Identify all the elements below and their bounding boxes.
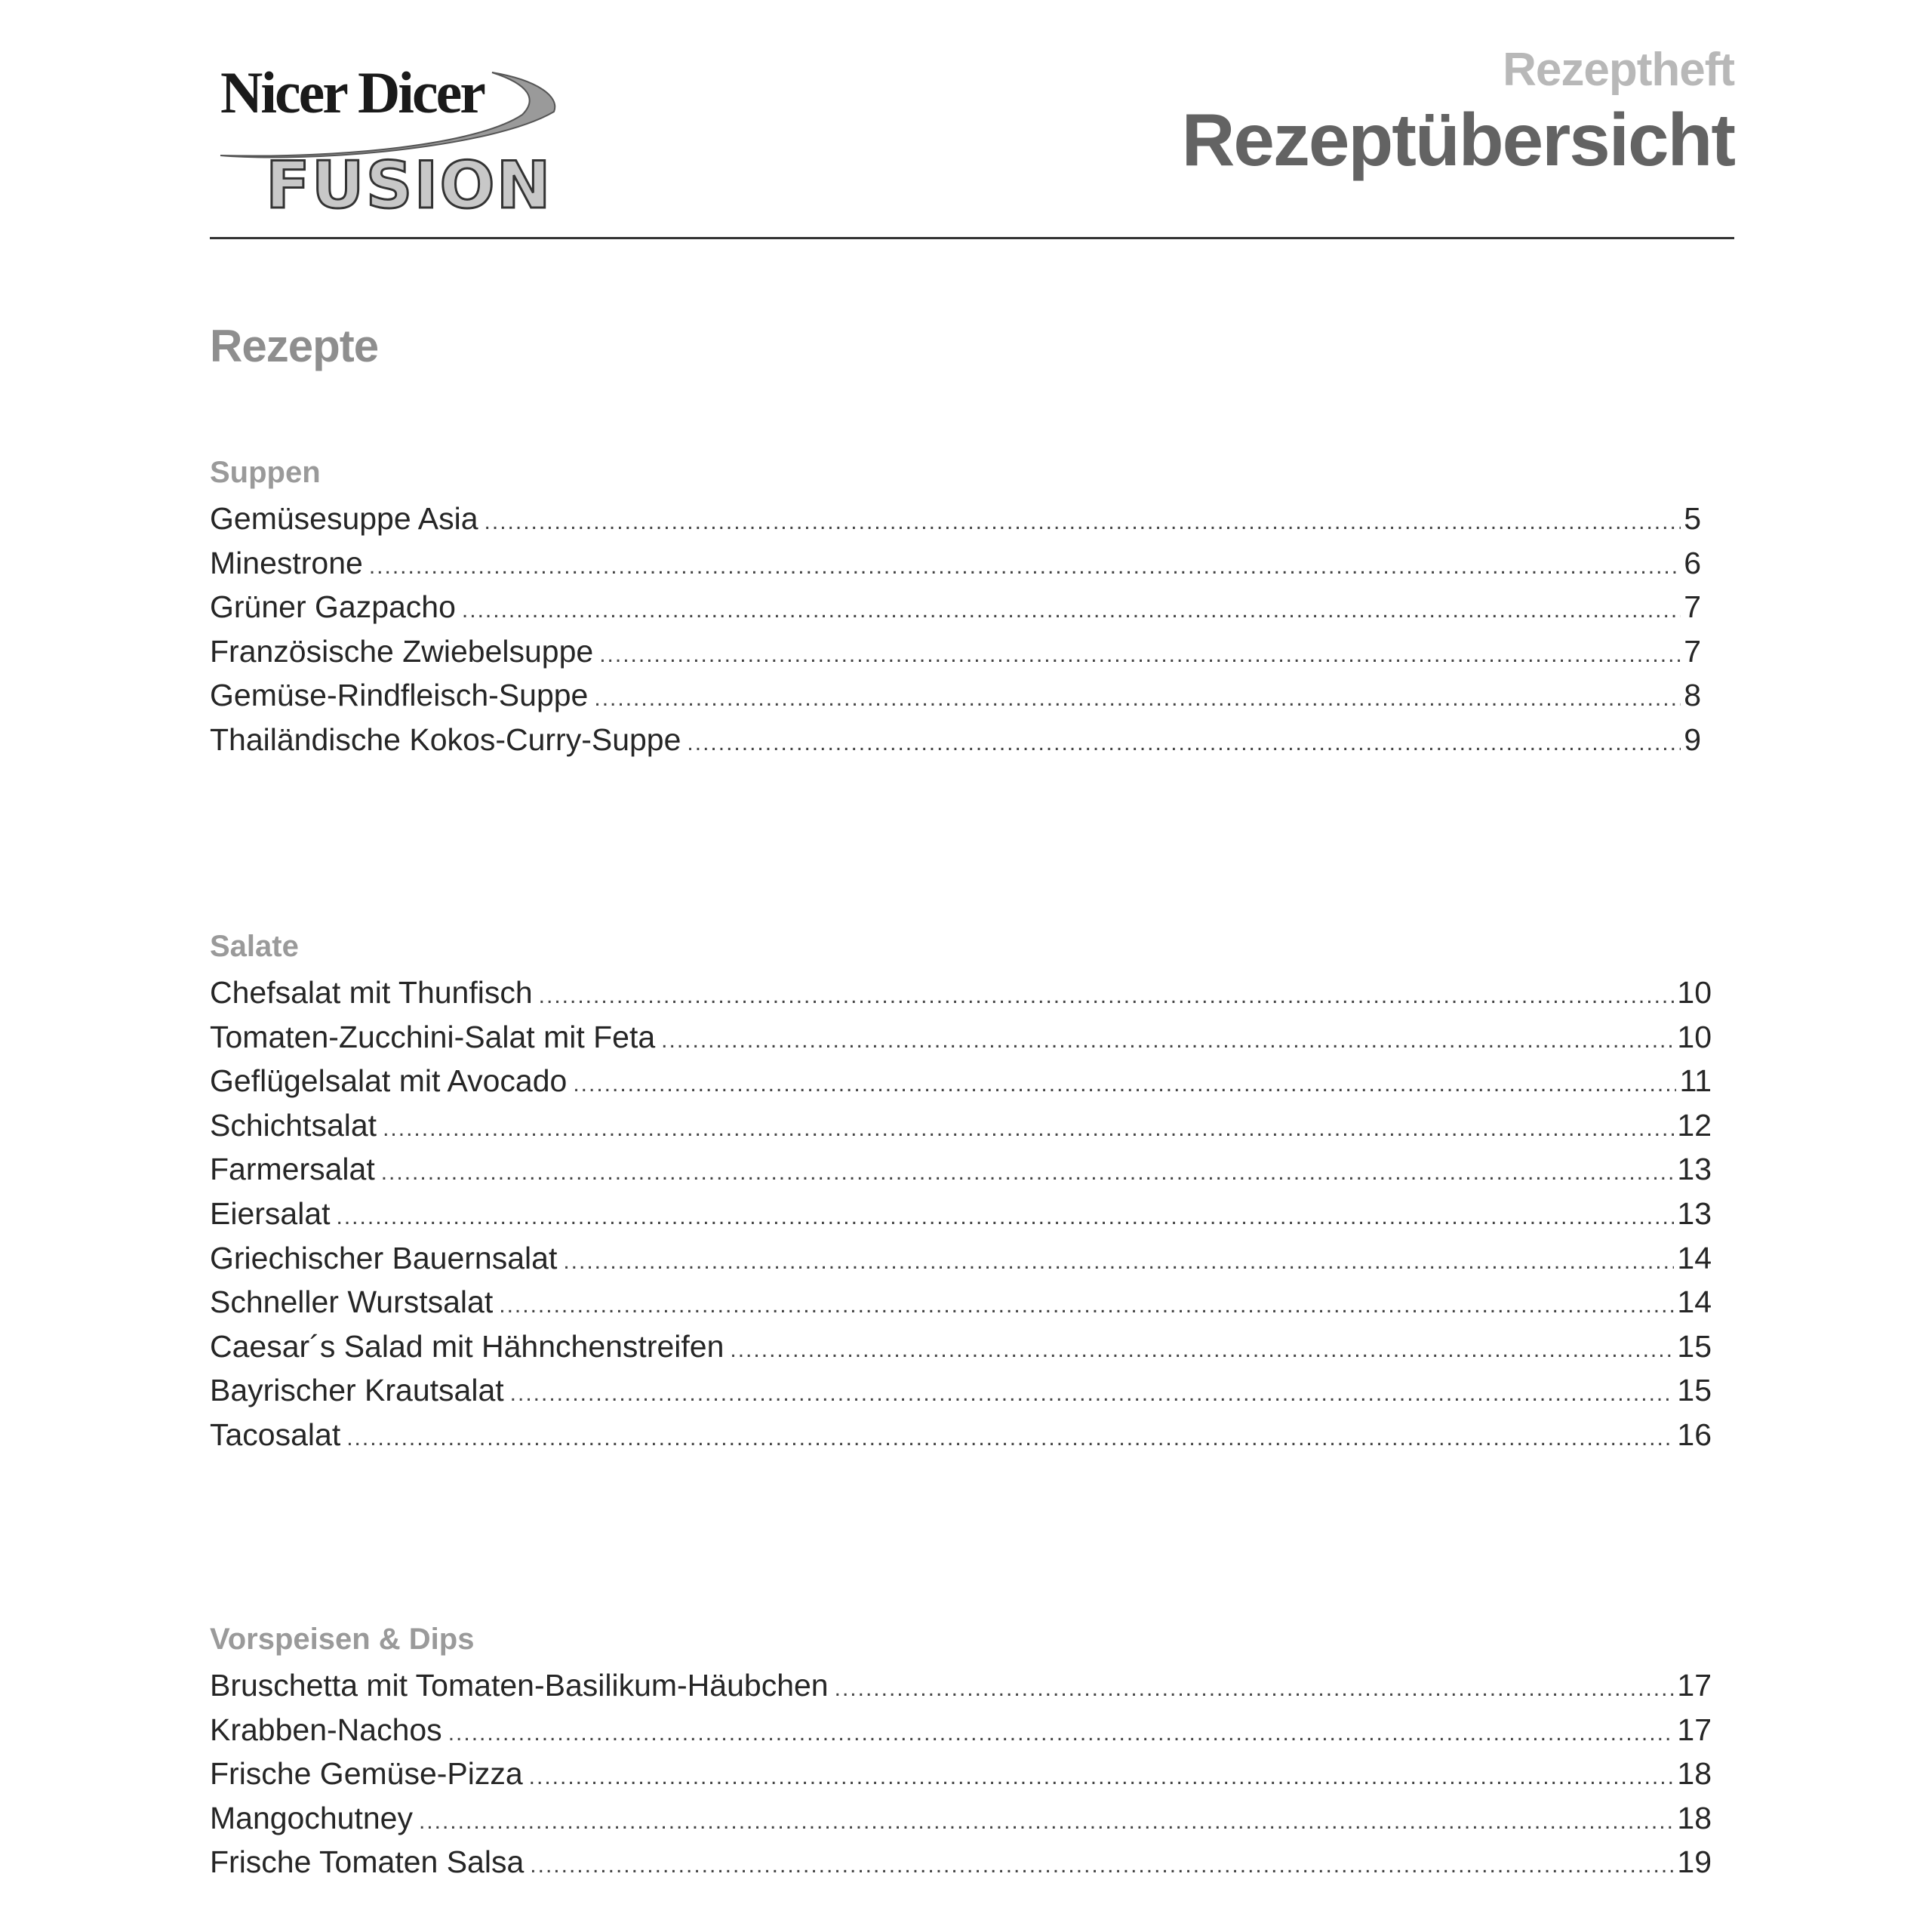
toc-entry-page: 7 xyxy=(1684,589,1701,625)
logo-wordmark: Nicer Dicer xyxy=(220,60,484,125)
toc-entry-label: Tacosalat xyxy=(210,1417,341,1452)
toc-entry-page: 14 xyxy=(1677,1240,1712,1275)
toc-entry-page: 18 xyxy=(1677,1756,1712,1792)
toc-dot-leader xyxy=(346,1417,1674,1460)
toc-entry-page: 8 xyxy=(1684,678,1701,713)
toc-dot-leader xyxy=(369,545,1681,589)
toc-entry[interactable] xyxy=(210,541,1701,586)
toc-entry[interactable] xyxy=(210,1708,1712,1752)
toc-entry-label: Schichtsalat xyxy=(210,1107,377,1143)
category-title: Vorspeisen & Dips xyxy=(210,1623,475,1656)
toc-entry-page: 9 xyxy=(1684,721,1701,757)
toc-entry-label: Geflügelsalat mit Avocado xyxy=(210,1063,568,1099)
category-title: Suppen xyxy=(210,456,321,489)
toc-dot-leader xyxy=(499,1284,1674,1327)
header-divider xyxy=(210,237,1734,239)
toc-entry[interactable] xyxy=(210,1840,1712,1884)
toc-dot-leader xyxy=(661,1019,1674,1063)
toc-entry-page: 6 xyxy=(1684,545,1701,580)
toc-dot-leader xyxy=(529,1755,1675,1799)
toc-entry-label: Gemüsesuppe Asia xyxy=(210,501,478,536)
logo-subtitle: FUSION xyxy=(266,148,552,223)
toc-entry[interactable] xyxy=(210,1103,1712,1148)
toc-dot-leader xyxy=(462,589,1681,632)
toc-dot-leader xyxy=(594,677,1681,721)
toc-entry-page: 16 xyxy=(1677,1417,1712,1452)
toc-dot-leader xyxy=(563,1240,1674,1284)
toc-entry-label: Eiersalat xyxy=(210,1195,331,1231)
toc-entry-label: Mangochutney xyxy=(210,1800,413,1835)
toc-dot-leader xyxy=(599,633,1681,677)
toc-entry-page: 15 xyxy=(1677,1373,1712,1408)
toc-entry[interactable] xyxy=(210,1280,1712,1324)
brand-logo xyxy=(205,59,565,223)
toc-dot-leader xyxy=(383,1107,1674,1151)
toc-entry[interactable] xyxy=(210,629,1701,674)
toc-entry[interactable] xyxy=(210,1015,1712,1060)
toc-entry-label: Bayrischer Krautsalat xyxy=(210,1373,504,1408)
category-salate xyxy=(210,927,1712,1457)
category-vorspeisen-dips xyxy=(210,1620,1712,1884)
toc-dot-leader xyxy=(485,500,1681,544)
section-title: Rezepte xyxy=(210,321,379,371)
toc-entry[interactable] xyxy=(210,971,1712,1015)
toc-entry-label: Tomaten-Zucchini-Salat mit Feta xyxy=(210,1019,656,1054)
toc-entry-page: 10 xyxy=(1677,1019,1712,1054)
toc-entry[interactable] xyxy=(210,1752,1712,1796)
document-title: Rezeptübersicht xyxy=(1181,98,1734,181)
toc-entry-label: Frische Tomaten Salsa xyxy=(210,1844,525,1880)
toc-entry-page: 10 xyxy=(1677,975,1712,1010)
toc-dot-leader xyxy=(835,1667,1675,1711)
toc-entry-page: 18 xyxy=(1677,1800,1712,1835)
toc-entry-label: Griechischer Bauernsalat xyxy=(210,1240,558,1275)
toc-entry-label: Krabben-Nachos xyxy=(210,1712,442,1747)
document-header xyxy=(1181,44,1734,181)
toc-entry[interactable] xyxy=(210,1663,1712,1708)
toc-entry[interactable] xyxy=(210,673,1701,718)
toc-entry-label: Bruschetta mit Tomaten-Basilikum-Häubchen xyxy=(210,1668,829,1703)
toc-entry[interactable] xyxy=(210,497,1701,541)
toc-entry-label: Grüner Gazpacho xyxy=(210,589,456,625)
toc-entry-page: 14 xyxy=(1677,1284,1712,1320)
toc-entry-label: Gemüse-Rindfleisch-Suppe xyxy=(210,678,589,713)
toc-entry-page: 13 xyxy=(1677,1195,1712,1231)
toc-dot-leader xyxy=(539,974,1675,1018)
toc-entry-page: 7 xyxy=(1684,633,1701,669)
toc-entry-page: 15 xyxy=(1677,1328,1712,1364)
toc-entry-label: Frische Gemüse-Pizza xyxy=(210,1756,523,1792)
toc-entry-label: Farmersalat xyxy=(210,1152,375,1187)
toc-entry[interactable] xyxy=(210,718,1701,762)
toc-entry-label: Caesar´s Salad mit Hähnchenstreifen xyxy=(210,1328,724,1364)
toc-entry-label: Thailändische Kokos-Curry-Suppe xyxy=(210,721,681,757)
toc-entry[interactable] xyxy=(210,1147,1712,1192)
toc-dot-leader xyxy=(573,1063,1676,1106)
toc-entry[interactable] xyxy=(210,1236,1712,1281)
toc-entry-page: 13 xyxy=(1677,1152,1712,1187)
toc-entry-page: 17 xyxy=(1677,1668,1712,1703)
toc-entry-page: 19 xyxy=(1677,1844,1712,1880)
toc-dot-leader xyxy=(381,1151,1675,1195)
toc-entry[interactable] xyxy=(210,1413,1712,1457)
toc-entry-label: Schneller Wurstsalat xyxy=(210,1284,494,1320)
toc-entry[interactable] xyxy=(210,1059,1712,1103)
toc-entry-label: Chefsalat mit Thunfisch xyxy=(210,975,533,1010)
category-title: Salate xyxy=(210,930,299,963)
toc-entry-page: 12 xyxy=(1677,1107,1712,1143)
toc-dot-leader xyxy=(510,1372,1675,1416)
toc-entry-page: 5 xyxy=(1684,501,1701,536)
toc-entry[interactable] xyxy=(210,585,1701,629)
toc-entry-label: Minestrone xyxy=(210,545,363,580)
toc-dot-leader xyxy=(687,721,1681,765)
toc-entry[interactable] xyxy=(210,1324,1712,1369)
toc-dot-leader xyxy=(730,1328,1674,1372)
toc-dot-leader xyxy=(337,1195,1675,1239)
toc-dot-leader xyxy=(419,1800,1674,1844)
toc-entry[interactable] xyxy=(210,1368,1712,1413)
toc-entry-label: Französische Zwiebelsuppe xyxy=(210,633,594,669)
toc-dot-leader xyxy=(448,1712,1675,1755)
toc-entry-page: 17 xyxy=(1677,1712,1712,1747)
toc-dot-leader xyxy=(530,1844,1674,1887)
toc-entry-page: 11 xyxy=(1679,1063,1712,1099)
toc-entry[interactable] xyxy=(210,1192,1712,1236)
category-suppen xyxy=(210,453,1701,762)
toc-entry[interactable] xyxy=(210,1796,1712,1841)
document-kicker: Rezeptheft xyxy=(1503,44,1734,96)
